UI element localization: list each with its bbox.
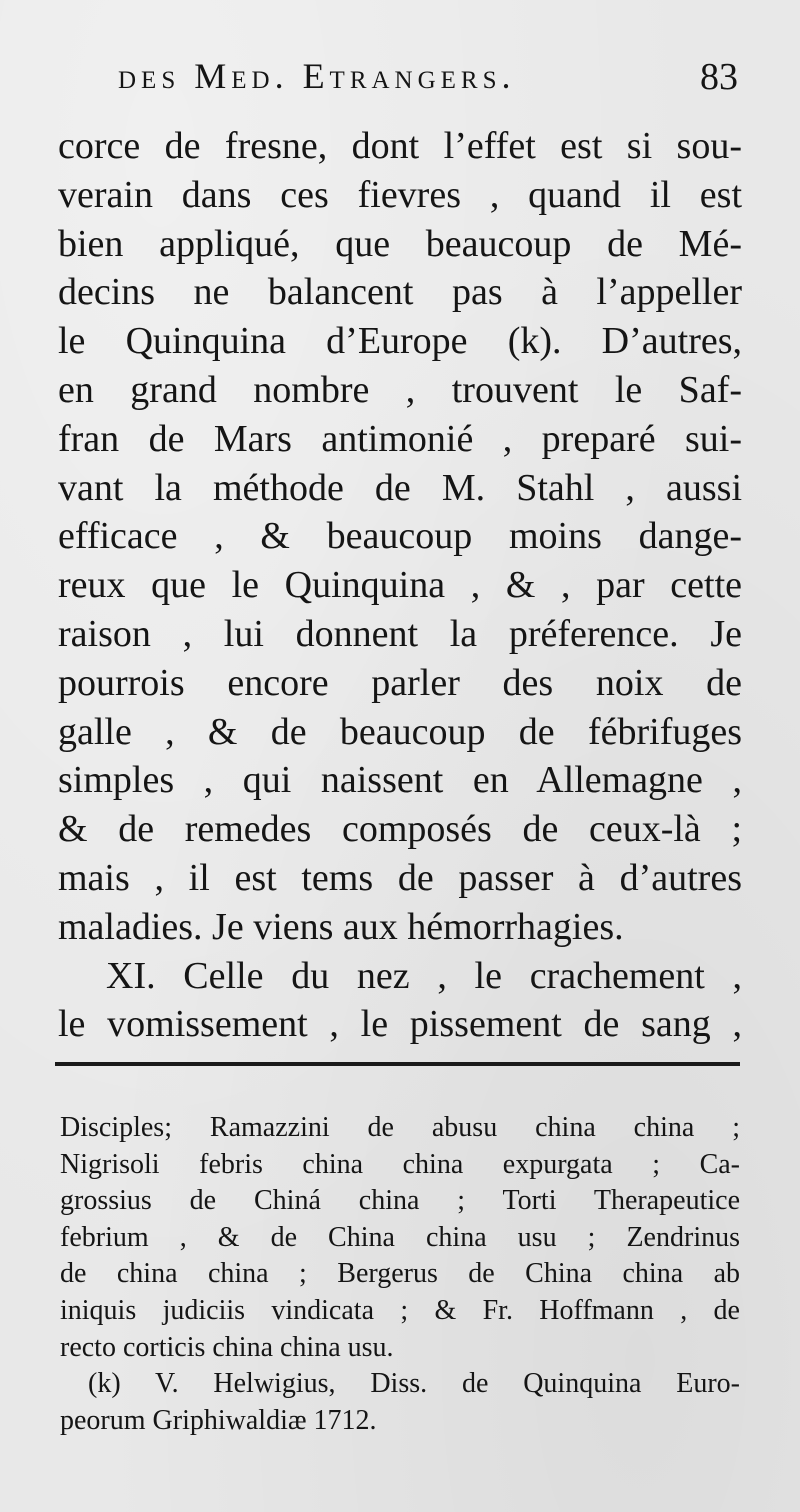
running-head-title: des Med. Etrangers. [118, 56, 516, 96]
text-line: galle , & de beaucoup de fébrifuges [58, 710, 742, 753]
footnote-rule [55, 1062, 740, 1066]
text-line: pourrois encore parler des noix de [58, 661, 742, 704]
text-line: fran de Mars antimonié , preparé sui- [58, 417, 742, 460]
text-line: maladies. Je viens aux hémorrhagies. [58, 905, 624, 948]
text-line: reux que le Quinquina , & , par cette [58, 564, 742, 607]
text-line: en grand nombre , trouvent le Saf- [58, 368, 742, 411]
footnote-k-line: (k) V. Helwigius, Diss. de Quinquina Euro- [88, 1368, 740, 1400]
body-text [58, 122, 742, 1049]
footnote-line: de china china ; Bergerus de China china ab [60, 1258, 740, 1290]
text-line: & de remedes composés de ceux-là ; [58, 808, 742, 851]
page-number: 83 [700, 56, 738, 98]
text-line: efficace , & beaucoup moins dange- [58, 515, 742, 558]
text-line: vant la méthode de M. Stahl , aussi [58, 466, 742, 509]
footnote-line: recto corticis china china usu. [60, 1331, 394, 1363]
text-line: le Quinquina d’Europe (k). D’autres, [58, 320, 742, 363]
footnote-line: Nigrisoli febris china china expurgata ; Ca- [60, 1148, 740, 1180]
text-line: simples , qui naissent en Allemagne , [58, 759, 742, 802]
text-line: le vomissement , le pissement de sang , [58, 1003, 742, 1046]
text-line: decins ne balancent pas à l’appeller [58, 271, 742, 314]
footnotes [60, 1110, 740, 1439]
text-line: mais , il est tems de passer à d’autres [58, 856, 742, 899]
footnote-line: peorum Griphiwaldiæ 1712. [60, 1404, 377, 1436]
text-line: bien appliqué, que beaucoup de Mé- [58, 222, 742, 265]
footnote-line: Disciples; Ramazzini de abusu china china ; [60, 1112, 740, 1143]
footnote-line: febrium , & de China china usu ; Zendrinus [60, 1221, 740, 1253]
footnote-line: grossius de Chiná china ; Torti Therapeutice [60, 1185, 740, 1217]
text-line: corce de fresne, dont l’effet est si sou- [58, 125, 742, 167]
section-start-line: XI. Celle du nez , le crachement , [106, 954, 742, 997]
footnote-line: iniquis judiciis vindicata ; & Fr. Hoffmann , de [60, 1294, 740, 1326]
running-head [118, 55, 738, 99]
text-line: raison , lui donnent la préference. Je [58, 612, 742, 655]
text-line: verain dans ces fievres , quand il est [58, 173, 742, 216]
